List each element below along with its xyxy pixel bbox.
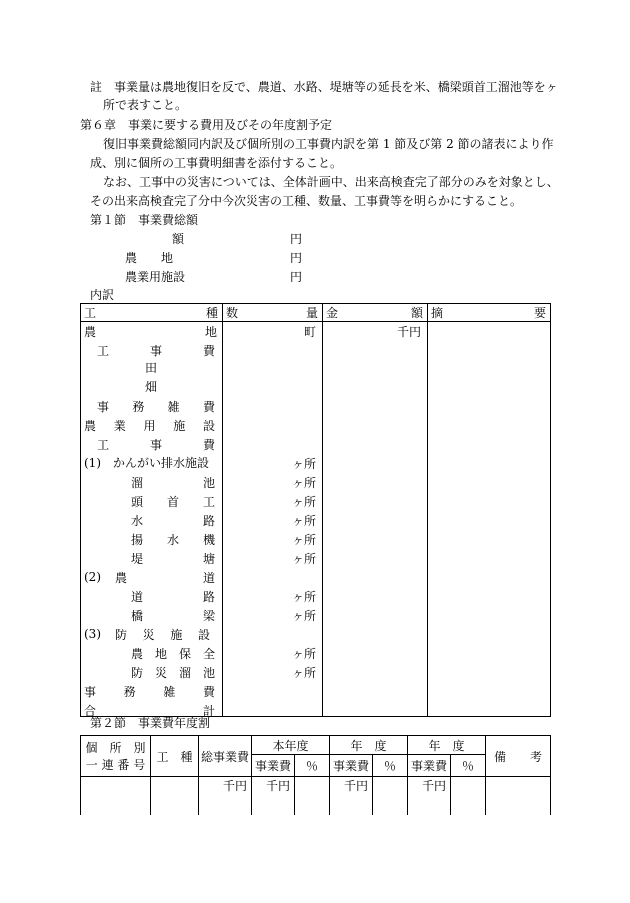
data-pct-3: [451, 777, 486, 816]
header-kingaku-1: 金: [326, 306, 339, 320]
row-nouchi-hozen: 農 地 保 全: [131, 647, 215, 661]
row-facilities: 農 業 用 施 設: [84, 419, 215, 433]
row-upland-field: 畑: [145, 380, 158, 394]
header-koushu-1: 工: [84, 306, 97, 320]
header-nendo-2: 年 度: [330, 736, 408, 755]
header-jigyohi-1: 事業費: [252, 755, 295, 777]
row-irrigation: (1) かんがい排水施設: [84, 456, 209, 470]
section-2-heading: 第２節 事業費年度割: [90, 716, 211, 730]
unit-kasho-4: ヶ所: [291, 514, 316, 528]
section-1-heading: 第１節 事業費総額: [90, 213, 199, 227]
data-pct-2: [373, 777, 408, 816]
header-honnendo: 本年度: [252, 736, 330, 755]
header-tekiyo: [428, 304, 551, 322]
suryo-column: [223, 322, 323, 717]
summary-label-farmland: 農 地: [125, 251, 174, 265]
koushu-column: [81, 322, 223, 717]
header-koushu: [81, 304, 223, 322]
paragraph-1-line-2: 成、別に個所の工事費明細書を添付すること。: [90, 156, 343, 170]
data-kasho: [81, 777, 151, 816]
summary-unit-farmland: 円: [290, 251, 303, 265]
paragraph-2-line-2: その出来高検査完了分中今次災害の工種、数量、工事費等を明らかにすること。: [90, 194, 523, 208]
row-bousai: 防 災 施 設: [115, 628, 210, 642]
unit-kasho-8: ヶ所: [291, 609, 316, 623]
chapter-heading: 第６章 事業に要する費用及びその年度割予定: [80, 118, 333, 132]
header-pct-3: ％: [451, 755, 486, 777]
unit-kasho-3: ヶ所: [291, 495, 316, 509]
unit-senen: 千円: [396, 325, 421, 339]
data-pct-1: [295, 777, 330, 816]
header-sojigyohi: 総事業費: [199, 736, 252, 777]
header-tekiyo-2: 要: [533, 306, 546, 320]
row-toushukou: 頭 首 工: [131, 495, 215, 509]
header-biko: 備 考: [486, 736, 551, 777]
data-jigyohi-2: 千円: [330, 777, 373, 816]
row-jimu-1: 事 務 雑 費: [97, 400, 215, 414]
row-bousai-tameike: 防 災 溜 池: [131, 666, 215, 680]
header-suryo-1: 数: [226, 306, 239, 320]
header-suryo-2: 量: [305, 306, 318, 320]
row-douro: 道 路: [131, 590, 215, 604]
yearly-table: [80, 735, 551, 815]
note-line-1: 註 事業量は農地復旧を反で、農道、水路、堤塘等の延長を米、橋梁頭首工溜池等をヶ: [90, 80, 558, 94]
kingaku-column: [323, 322, 428, 717]
paragraph-2-line-1: なお、工事中の災害については、全体計画中、出来高検査完了部分のみを対象とし、: [103, 175, 559, 189]
note-line-2: 所で表すこと。: [103, 98, 188, 112]
summary-unit-total: 円: [290, 232, 303, 246]
header-jigyohi-2: 事業費: [330, 755, 373, 777]
row-rice-field: 田: [145, 361, 158, 375]
header-kasho-1: 個 所 別: [85, 741, 146, 755]
data-jigyohi-1: 千円: [252, 777, 295, 816]
breakdown-table: [80, 303, 551, 717]
data-jigyohi-3: 千円: [408, 777, 451, 816]
header-tekiyo-1: 摘: [431, 306, 444, 320]
row-koujihi-1: 工 事 費: [97, 344, 215, 358]
row-num-3: (3): [84, 627, 101, 641]
data-sojigyohi: 千円: [199, 777, 252, 816]
row-tameike: 溜 池: [131, 476, 215, 490]
row-farmland: 農 地: [84, 325, 217, 339]
header-jigyohi-3: 事業費: [408, 755, 451, 777]
row-jimu-2: 事 務 雑 費: [84, 685, 215, 699]
unit-kasho-5: ヶ所: [291, 533, 316, 547]
unit-kasho-7: ヶ所: [291, 590, 316, 604]
tekiyo-column: [428, 322, 551, 717]
row-suiro: 水 路: [131, 514, 215, 528]
unit-cho: 町: [303, 325, 316, 339]
header-koushu-2: 工 種: [151, 736, 199, 777]
header-nendo-3: 年 度: [408, 736, 486, 755]
unit-kasho-10: ヶ所: [291, 666, 316, 680]
header-koushu-2: 種: [205, 306, 218, 320]
row-yousuiki: 揚 水 機: [131, 533, 215, 547]
summary-label-facilities: 農業用施設: [125, 270, 186, 284]
header-kingaku: [323, 304, 428, 322]
row-total: 合 計: [84, 704, 215, 718]
header-kingaku-2: 額: [410, 306, 423, 320]
row-koujihi-2: 工 事 費: [97, 438, 215, 452]
header-suryo: [223, 304, 323, 322]
header-pct-2: ％: [373, 755, 408, 777]
header-pct-1: ％: [295, 755, 330, 777]
summary-label-total: 額: [172, 232, 185, 246]
unit-kasho-6: ヶ所: [291, 552, 316, 566]
paragraph-1-line-1: 復旧事業費総額同内訳及び個所別の工事費内訳を第 1 節及び第 2 節の諸表により作: [103, 137, 554, 151]
data-koushu: [151, 777, 199, 816]
row-teitou: 堤 塘: [131, 552, 215, 566]
row-kyouryou: 橋 梁: [131, 609, 215, 623]
breakdown-label: 内訳: [90, 288, 115, 302]
unit-kasho-1: ヶ所: [291, 457, 316, 471]
unit-kasho-9: ヶ所: [291, 647, 316, 661]
row-num-2: (2): [84, 570, 101, 584]
unit-kasho-2: ヶ所: [291, 476, 316, 490]
data-biko: [486, 777, 551, 816]
summary-unit-facilities: 円: [290, 270, 303, 284]
header-kasho-2: 一 連 番 号: [85, 758, 146, 772]
row-noudou: 農 道: [115, 571, 215, 585]
header-kasho: [81, 736, 151, 777]
